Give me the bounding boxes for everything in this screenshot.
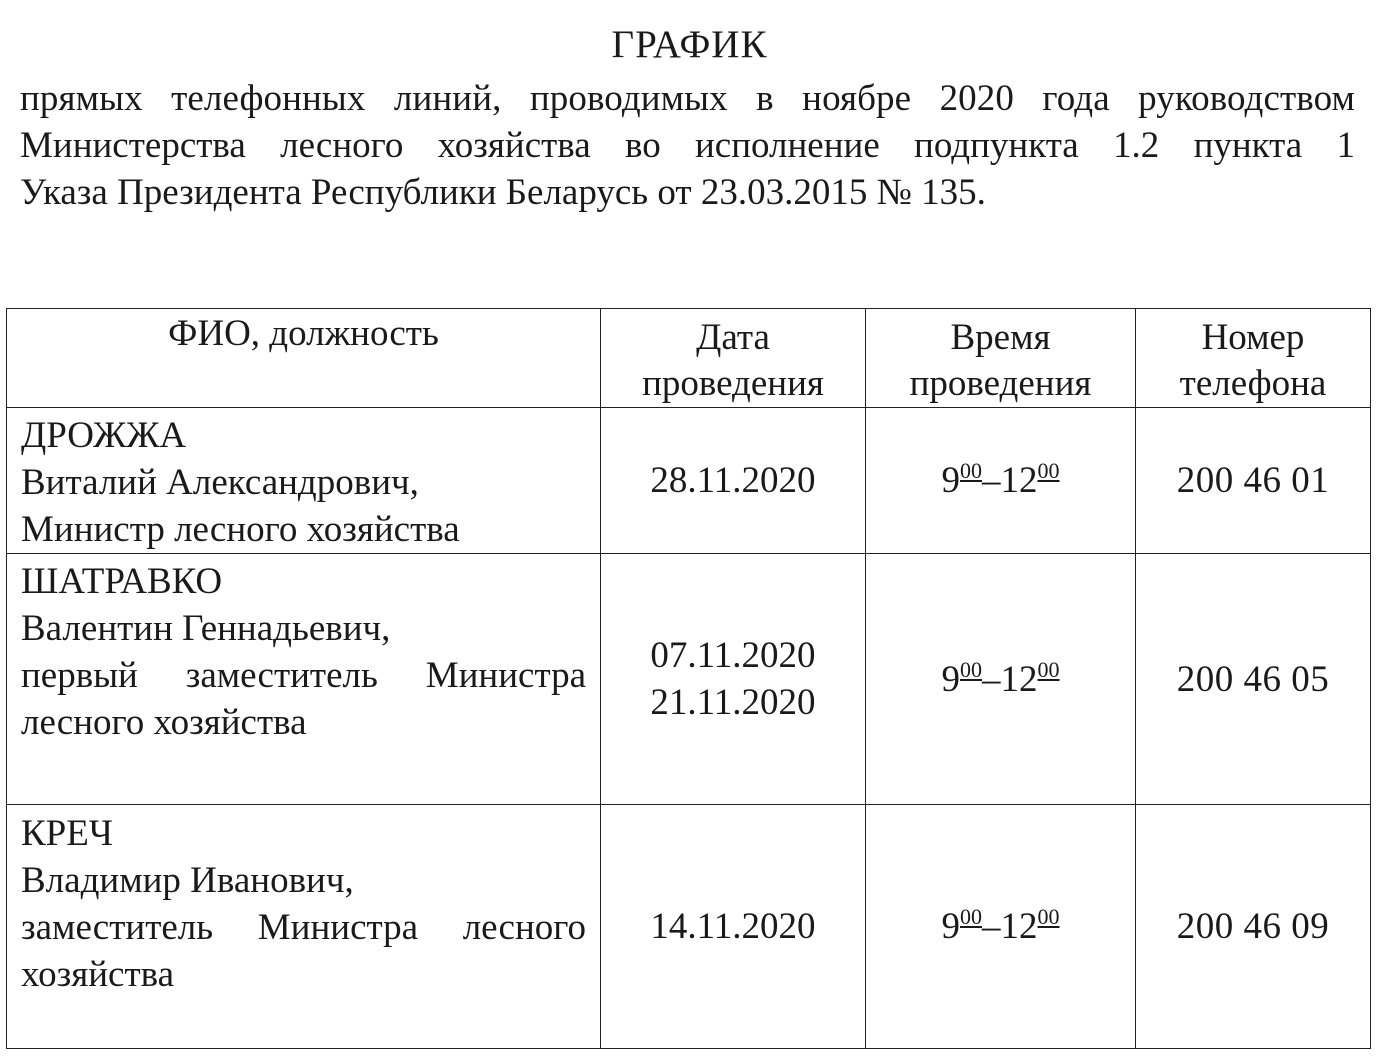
time-range — [942, 460, 1060, 501]
time-end-hour: 12 — [1000, 658, 1038, 700]
header-date-line1: Дата — [696, 317, 770, 358]
date-value: 21.11.2020 — [650, 682, 816, 723]
time-end-minutes: 00 — [1037, 656, 1060, 682]
time-cell — [866, 554, 1136, 805]
time-cell — [866, 805, 1136, 1049]
time-start-hour: 9 — [941, 906, 960, 947]
header-fio — [7, 309, 601, 408]
official-position: Министр лесного хозяйства — [21, 509, 460, 550]
phone-cell — [1136, 805, 1371, 1049]
header-phone-line1: Номер — [1201, 317, 1305, 358]
time-separator: – — [982, 460, 1001, 501]
phone-number: 200 46 01 — [1176, 460, 1330, 501]
phone-cell — [1136, 554, 1371, 805]
time-start-minutes: 00 — [960, 458, 982, 483]
date-cell — [601, 805, 866, 1049]
official-given-name: Владимир Иванович, — [21, 860, 354, 901]
date-value: 14.11.2020 — [650, 906, 816, 947]
intro-line: Министерства лесного хозяйства во исполнение подпункта 1.2 пункта 1 — [20, 125, 1355, 166]
official-position: первый заместитель Министра лесного хозяйства — [21, 655, 586, 743]
table-row — [7, 408, 1371, 554]
date-value: 28.11.2020 — [650, 460, 816, 501]
document-intro — [20, 75, 1355, 216]
header-phone-line2: телефона — [1179, 363, 1327, 404]
time-end-hour: 12 — [1000, 460, 1038, 501]
time-range — [942, 906, 1060, 947]
table-header-row — [7, 309, 1371, 408]
official-surname: КРЕЧ — [21, 813, 113, 854]
time-cell — [866, 408, 1136, 554]
official-cell — [7, 408, 601, 554]
time-start-minutes: 00 — [960, 904, 982, 929]
phone-cell — [1136, 408, 1371, 554]
header-date — [601, 309, 866, 408]
header-phone — [1136, 309, 1371, 408]
intro-line: прямых телефонных линий, проводимых в ноябре 2020 года руководством — [20, 78, 1355, 119]
time-end-minutes: 00 — [1037, 458, 1060, 483]
table-row — [7, 554, 1371, 805]
time-start-hour: 9 — [941, 658, 960, 700]
official-given-name: Виталий Александрович, — [21, 462, 419, 503]
phone-number: 200 46 09 — [1176, 906, 1330, 947]
time-range — [941, 656, 1060, 700]
official-surname: ДРОЖЖА — [21, 415, 187, 456]
intro-line: Указа Президента Республики Беларусь от 23.03.2015 № 135. — [20, 172, 986, 213]
document-title: ГРАФИК — [611, 23, 768, 66]
header-time-line2: проведения — [909, 363, 1092, 404]
header-fio-label: ФИО, должность — [168, 313, 439, 354]
header-time — [866, 309, 1136, 408]
time-separator: – — [982, 906, 1001, 947]
date-value: 07.11.2020 — [650, 635, 816, 676]
date-cell — [601, 408, 866, 554]
official-given-name: Валентин Геннадьевич, — [21, 608, 391, 649]
official-surname: ШАТРАВКО — [21, 561, 223, 602]
header-date-line2: проведения — [642, 363, 824, 404]
time-end-hour: 12 — [1000, 906, 1038, 947]
time-end-minutes: 00 — [1037, 904, 1060, 929]
date-cell — [601, 554, 866, 805]
table-row — [7, 805, 1371, 1049]
official-cell — [7, 554, 601, 805]
time-start-minutes: 00 — [960, 656, 982, 682]
schedule-table — [6, 308, 1371, 1049]
header-time-line1: Время — [950, 317, 1051, 358]
official-cell — [7, 805, 601, 1049]
time-start-hour: 9 — [941, 460, 960, 501]
phone-number: 200 46 05 — [1176, 658, 1330, 700]
official-position: заместитель Министра лесного хозяйства — [21, 907, 586, 995]
time-separator: – — [982, 658, 1001, 700]
